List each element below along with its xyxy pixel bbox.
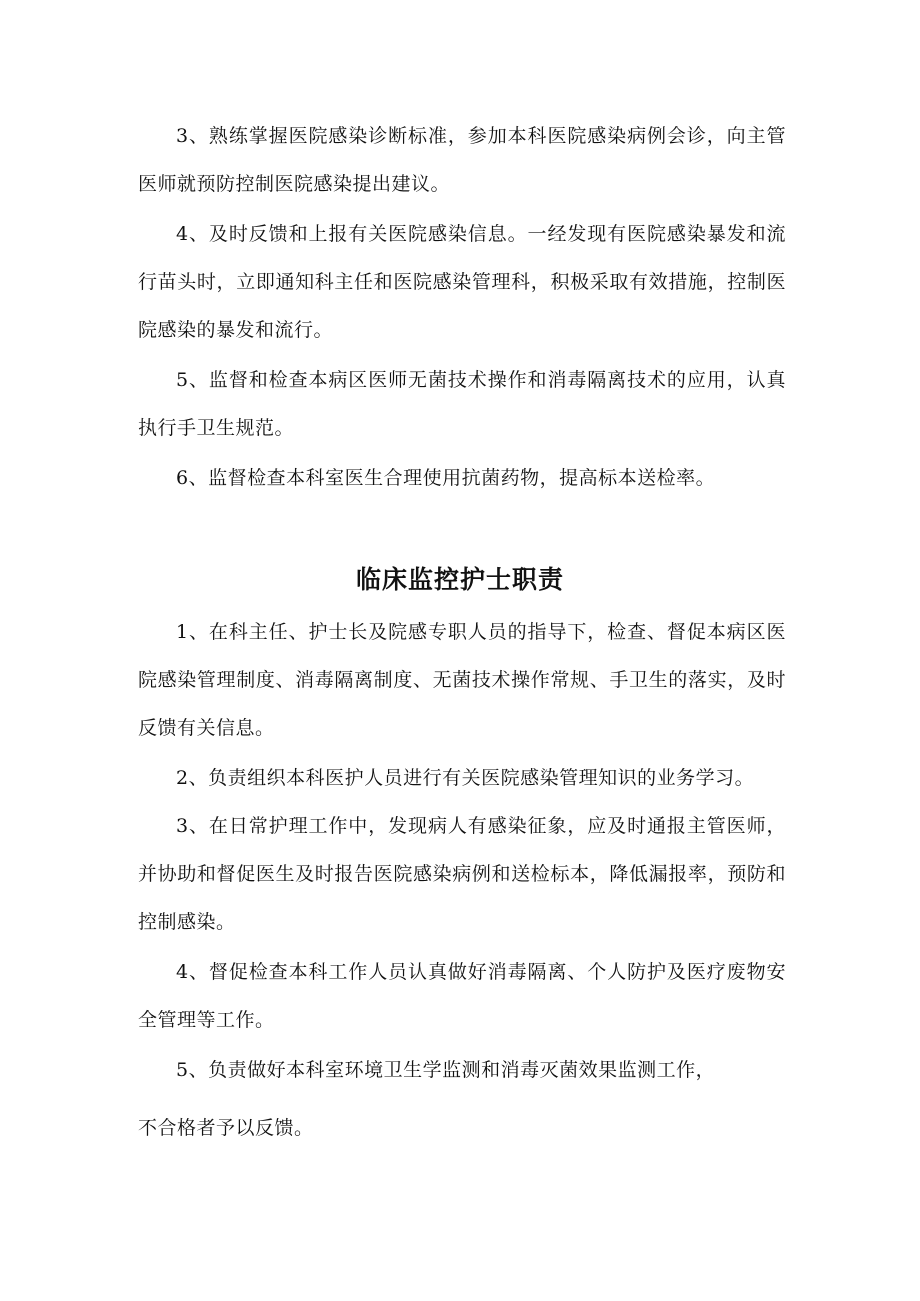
section-title: 临床监控护士职责 <box>355 565 564 594</box>
nurse-duty-item-2: 2、负责组织本科医护人员进行有关医院感染管理知识的业务学习。 <box>176 767 755 789</box>
paragraph-item-4: 4、及时反馈和上报有关医院感染信息。一经发现有医院感染暴发和流行苗头时，立即通知科主任和医院感染管理科，积极采取有效措施，控制医院感染的暴发和流行。 <box>138 223 786 341</box>
nurse-duty-item-5-continued: 不合格者予以反馈。 <box>138 1117 314 1139</box>
nurse-duty-item-3: 3、在日常护理工作中，发现病人有感染征象，应及时通报主管医师，并协助和督促医生及时报告医院感染病例和送检标本，降低漏报率，预防和控制感染。 <box>138 815 786 933</box>
paragraph-item-5: 5、监督和检查本病区医师无菌技术操作和消毒隔离技术的应用，认真执行手卫生规范。 <box>138 369 786 439</box>
nurse-duty-item-5: 5、负责做好本科室环境卫生学监测和消毒灭菌效果监测工作， <box>176 1059 716 1081</box>
nurse-duty-item-4: 4、督促检查本科工作人员认真做好消毒隔离、个人防护及医疗废物安全管理等工作。 <box>138 961 786 1031</box>
paragraph-item-3: 3、熟练掌握医院感染诊断标准，参加本科医院感染病例会诊，向主管医师就预防控制医院感染提出建议。 <box>138 125 786 195</box>
nurse-duty-item-1: 1、在科主任、护士长及院感专职人员的指导下，检查、督促本病区医院感染管理制度、消毒隔离制度、无菌技术操作常规、手卫生的落实，及时反馈有关信息。 <box>138 621 786 739</box>
paragraph-item-6: 6、监督检查本科室医生合理使用抗菌药物，提高标本送检率。 <box>176 467 716 489</box>
